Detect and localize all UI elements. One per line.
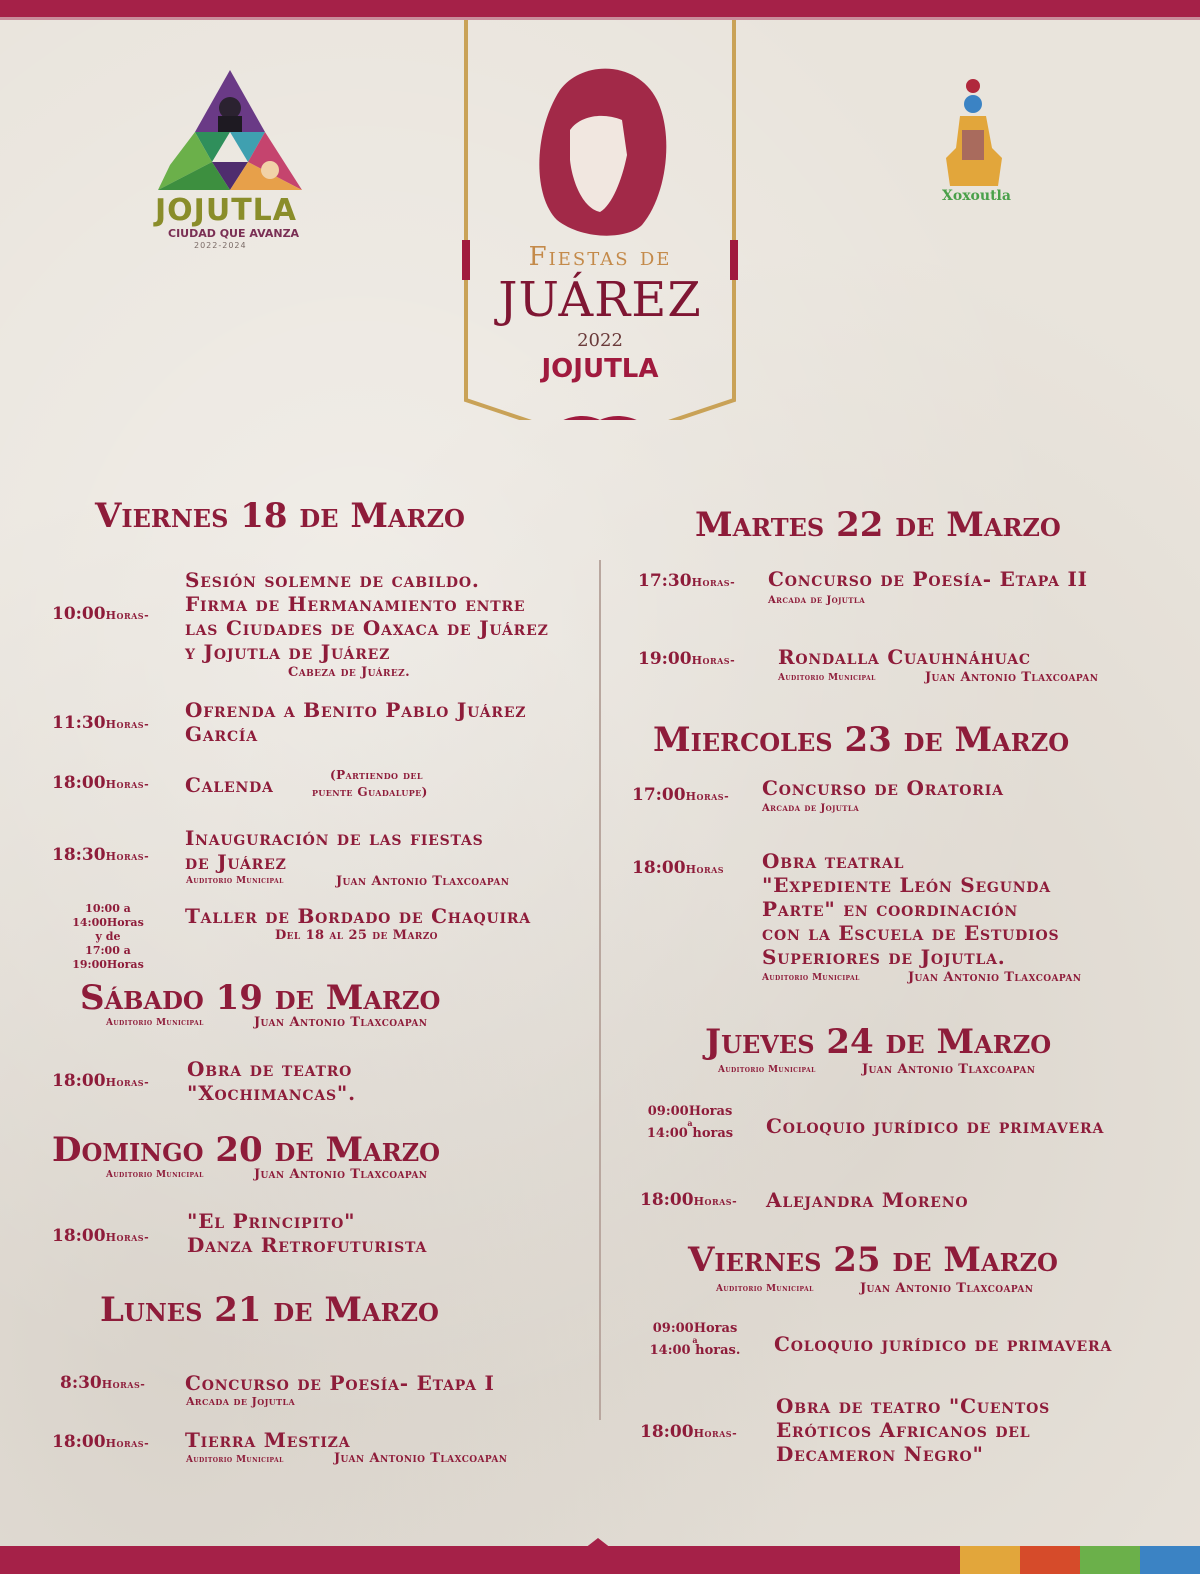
event-line: Rondalla Cuauhnáhuac [778,645,1031,669]
event-line: Firma de Hermanamiento entre [185,592,526,616]
event-place-small: Auditorio Municipal [778,673,876,683]
time-label: 18:00Horas- [52,1432,150,1452]
event-line: Danza Retrofuturista [187,1233,428,1257]
event-line: Obra de teatro [187,1057,353,1081]
time-label: 10:00Horas- [52,604,150,624]
bar-segment-red [1020,1546,1080,1574]
event-place-small: Auditorio Municipal [762,973,860,983]
time-range: 10:00 a 14:00Horas y de 17:00 a 19:00Horas [72,902,144,971]
time-label: 18:00Horas [632,858,725,878]
event-line: con la Escuela de Estudios [762,921,1060,945]
logo-right-name: Xoxoutla [942,188,1011,204]
event-line: Taller de Bordado de Chaquira [185,904,531,928]
event-line: Superiores de Jojutla. [762,945,1006,969]
event-line: de Juárez [185,850,287,874]
event-place: Arcada de Jojutla [186,1395,296,1408]
event-place-small: Auditorio Municipal [186,876,284,886]
bar-segment-green [1080,1546,1140,1574]
time-label: 18:00Horas- [52,1071,150,1091]
bottom-color-bar [0,1546,1200,1574]
event-line: Tierra Mestiza [185,1428,351,1452]
time-label: 8:30Horas- [60,1373,146,1393]
day-place: Juan Antonio Tlaxcoapan [862,1062,1036,1077]
time-label: 18:00Horas- [52,773,150,793]
top-color-bar [0,0,1200,20]
day-place: Juan Antonio Tlaxcoapan [254,1015,428,1030]
day-title-lunes-21: Lunes 21 de Marzo [100,1290,439,1330]
day-title-viernes-18: Viernes 18 de Marzo [95,496,465,536]
bar-segment-orange [960,1546,1020,1574]
day-title-domingo-20: Domingo 20 de Marzo [52,1130,441,1170]
day-title-jueves-24: Jueves 24 de Marzo [705,1022,1052,1062]
event-line: "Xochimancas". [187,1081,356,1105]
event-line: Coloquio jurídico de primavera [774,1332,1113,1356]
event-place: Juan Antonio Tlaxcoapan [908,970,1082,985]
event-line: Concurso de Oratoria [762,776,1004,800]
day-place-small: Auditorio Municipal [718,1065,816,1075]
time-label: 11:30Horas- [52,713,150,733]
logo-left-tagline: CIUDAD QUE AVANZA [168,227,300,240]
event-line: Alejandra Moreno [766,1188,969,1212]
event-place: Juan Antonio Tlaxcoapan [334,1451,508,1466]
day-title-viernes-25: Viernes 25 de Marzo [688,1240,1058,1280]
event-note: (Partiendo del [330,768,423,782]
title-city: JOJUTLA [541,354,659,384]
event-line: las Ciudades de Oaxaca de Juárez [185,616,549,640]
time-label: 18:00Horas- [640,1190,738,1210]
logo-left-name: JOJUTLA [155,193,297,228]
logo-left-years: 2022-2024 [194,241,247,250]
event-line: "Expediente León Segunda [762,873,1051,897]
day-place-small: Auditorio Municipal [106,1018,204,1028]
event-place: Cabeza de Juárez. [288,665,411,680]
day-place: Juan Antonio Tlaxcoapan [254,1167,428,1182]
event-line: Sesión solemne de cabildo. [185,568,480,592]
event-place: Juan Antonio Tlaxcoapan [925,670,1099,685]
day-place-small: Auditorio Municipal [716,1284,814,1294]
time-label: 18:00Horas- [52,1226,150,1246]
event-place: Arcada de Jojutla [762,803,860,814]
event-line: Calenda [185,773,274,797]
event-place: Juan Antonio Tlaxcoapan [336,874,510,889]
event-place: Del 18 al 25 de Marzo [275,928,438,943]
time-range: 09:00Horas a 14:00 horas. [649,1321,741,1358]
day-title-martes-22: Martes 22 de Marzo [695,505,1061,545]
title-line2: JUÁREZ [498,272,702,328]
time-range: 09:00Horas a 14:00 horas [646,1104,734,1141]
day-place-small: Auditorio Municipal [106,1170,204,1180]
event-line: Eróticos Africanos del [776,1418,1031,1442]
event-line: Obra de teatro "Cuentos [776,1394,1051,1418]
column-divider [599,560,601,1420]
event-line: Coloquio jurídico de primavera [766,1114,1105,1138]
time-label: 18:00Horas- [640,1422,738,1442]
event-line: y Jojutla de Juárez [185,640,391,664]
time-label: 17:00Horas- [632,785,730,805]
time-label: 19:00Horas- [638,649,736,669]
event-line: García [185,722,258,746]
event-line: Inauguración de las fiestas [185,826,484,850]
event-note: puente Guadalupe) [312,785,428,799]
time-label: 18:30Horas- [52,845,150,865]
event-line: Parte" en coordinación [762,897,1018,921]
event-place-small: Auditorio Municipal [186,1455,284,1465]
title-line1: Fiestas de [528,242,672,272]
bar-segment-blue [1140,1546,1200,1574]
event-line: "El Principito" [187,1209,356,1233]
day-title-miercoles-23: Miercoles 23 de Marzo [653,720,1070,760]
title-year: 2022 [577,330,623,351]
time-label: 17:30Horas- [638,571,736,591]
event-line: Obra teatral [762,849,905,873]
event-line: Concurso de Poesía- Etapa II [768,567,1088,591]
event-line: Ofrenda a Benito Pablo Juárez [185,698,527,722]
event-line: Concurso de Poesía- Etapa I [185,1371,495,1395]
day-title-sabado-19: Sábado 19 de Marzo [80,978,441,1018]
day-place: Juan Antonio Tlaxcoapan [860,1281,1034,1296]
event-line: Decameron Negro" [776,1442,984,1466]
event-place: Arcada de Jojutla [768,595,866,606]
